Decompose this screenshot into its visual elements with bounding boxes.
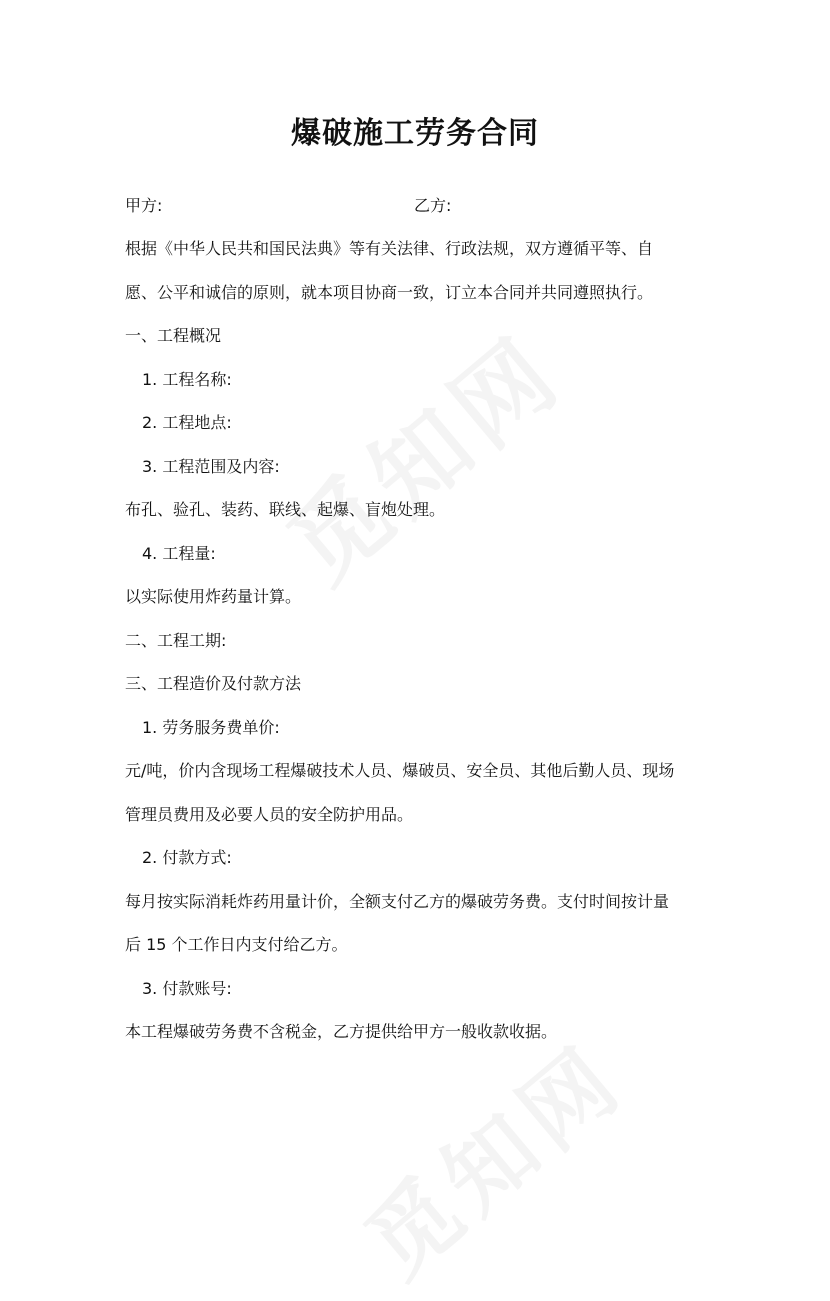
- section3-item-payment-method: 2. 付款方式:: [142, 848, 232, 867]
- section3-payment-line-2: 后 15 个工作日内支付给乙方。: [125, 935, 348, 954]
- watermark-lower: [333, 1009, 646, 1301]
- section1-item-project-scope: 3. 工程范围及内容:: [142, 457, 280, 476]
- section3-item-account: 3. 付款账号:: [142, 979, 232, 998]
- section1-quantity-text: 以实际使用炸药量计算。: [125, 587, 302, 606]
- intro-line-2: 愿、公平和诚信的原则，就本项目协商一致，订立本合同并共同遵照执行。: [125, 283, 654, 302]
- section3-account-text: 本工程爆破劳务费不含税金，乙方提供给甲方一般收款收据。: [125, 1022, 558, 1041]
- section3-item-unit-price: 1. 劳务服务费单价:: [142, 718, 280, 737]
- intro-line-1: 根据《中华人民共和国民法典》等有关法律、行政法规，双方遵循平等、自: [125, 239, 654, 258]
- section2-heading: 二、工程工期:: [125, 631, 227, 650]
- section1-item-project-name: 1. 工程名称:: [142, 370, 232, 389]
- watermark-upper: [255, 299, 587, 608]
- section1-heading: 一、工程概况: [125, 326, 222, 345]
- document-title: 爆破施工劳务合同: [291, 116, 539, 151]
- section3-price-line-2: 管理员费用及必要人员的安全防护用品。: [125, 805, 414, 824]
- section3-payment-line-1: 每月按实际消耗炸药用量计价，全额支付乙方的爆破劳务费。支付时间按计量: [125, 892, 670, 911]
- party-b-label: 乙方:: [414, 196, 452, 215]
- section1-item-project-location: 2. 工程地点:: [142, 413, 232, 432]
- section3-price-line-1: 元/吨，价内含现场工程爆破技术人员、爆破员、安全员、其他后勤人员、现场: [125, 761, 675, 780]
- section1-item-quantity: 4. 工程量:: [142, 544, 216, 563]
- section1-scope-text: 布孔、验孔、装药、联线、起爆、盲炮处理。: [125, 500, 446, 519]
- section3-heading: 三、工程造价及付款方法: [125, 674, 302, 693]
- party-a-label: 甲方:: [125, 196, 163, 215]
